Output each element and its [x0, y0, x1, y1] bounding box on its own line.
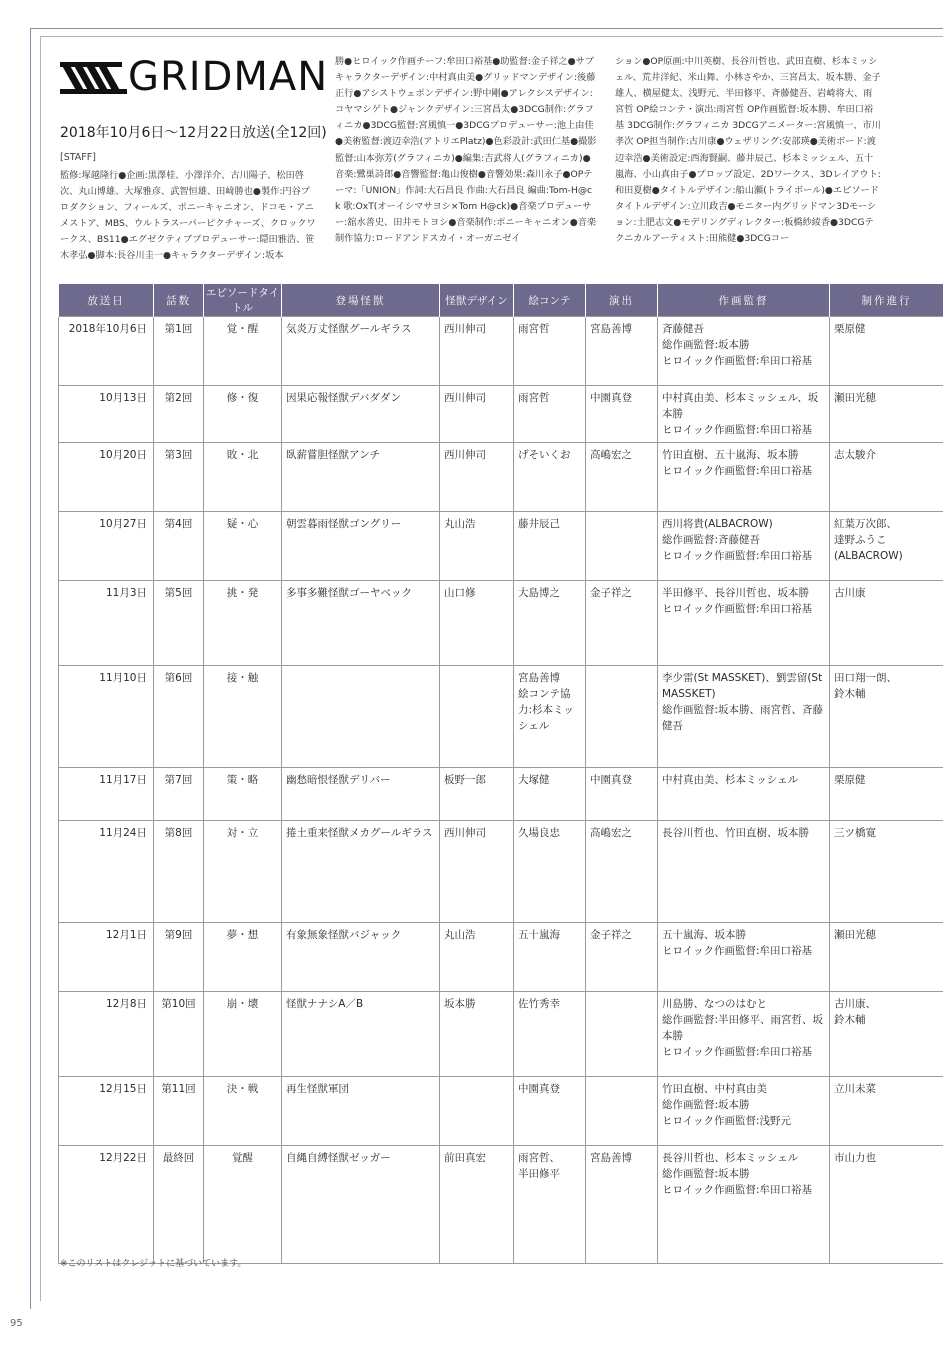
- table-cell-title: 敗・北: [204, 443, 282, 512]
- table-cell-director: 宮島善博: [586, 1146, 658, 1264]
- table-cell-prod: 田口翔一朗、 鈴木輔: [830, 666, 943, 768]
- table-cell-date: 11月17日: [59, 768, 154, 821]
- staff-label: [STAFF]: [60, 152, 96, 163]
- table-cell-title: 策・略: [204, 768, 282, 821]
- table-cell-storyboard: 五十嵐海: [514, 923, 586, 992]
- staff-credits-col3: ション●OP原画:中川英樹、長谷川哲也、武田直樹、杉本ミッシェル、荒井洋紀、米山舞、小林さやか、三宮昌太、坂本勝、金子雄人、横屋健太、浅野元、半田修平、斉藤健吾、岩崎将大、雨宮哲 OP絵コンテ・演出:雨宮哲 OP作画監督:坂本勝、牟田口裕基 3DCG制作:グラフィニカ 3DCGアニメーター:宮風慎一、市川孝次 OP担当制作:古川康●ウェザリング:安部瑛●美術ボード:渡辺幸浩●美術設定:西海賢嗣、藤井辰己、杉本ミッシェル、五十嵐海、小山真由子●プロップ設定、2Dワークス、3Dレイアウト:和田夏樹●タイトルデザイン:船山瀬(トライボール)●エピソードタイトルデザイン:立川政吉●モニター内グリッドマン3Dモーション:土肥志文●モデリングディレクター:板橋紗綾香●3DCGテクニカルアーティスト:田熊健●3DCGコー: [615, 56, 881, 245]
- table-cell-kaiju: 怪獣ナナシA／B: [282, 992, 440, 1077]
- table-cell-title: 決・戦: [204, 1077, 282, 1146]
- table-cell-director: 高嶋宏之: [586, 821, 658, 923]
- table-row: [59, 386, 943, 443]
- table-cell-title: 接・触: [204, 666, 282, 768]
- table-cell-kaiju: 気炎万丈怪獣グールギラス: [282, 317, 440, 386]
- table-cell-design: [440, 666, 514, 768]
- table-cell-prod: 古川康: [830, 581, 943, 666]
- table-cell-director: 金子祥之: [586, 581, 658, 666]
- table-cell-num: 第4回: [154, 512, 204, 581]
- table-cell-date: 11月3日: [59, 581, 154, 666]
- table-cell-storyboard: 佐竹秀幸: [514, 992, 586, 1077]
- table-cell-animdir: 竹田直樹、中村真由美 総作画監督:坂本勝 ヒロイック作画監督:浅野元: [658, 1077, 830, 1146]
- table-cell-kaiju: 自縄自縛怪獣ゼッガー: [282, 1146, 440, 1264]
- table-cell-design: 西川伸司: [440, 443, 514, 512]
- table-row: [59, 821, 943, 923]
- episode-table: [58, 284, 943, 1264]
- table-cell-animdir: 長谷川哲也、杉本ミッシェル 総作画監督:坂本勝 ヒロイック作画監督:牟田口裕基: [658, 1146, 830, 1264]
- table-cell-date: 12月8日: [59, 992, 154, 1077]
- table-cell-animdir: 中村真由美、杉本ミッシェル、坂本勝 ヒロイック作画監督:牟田口裕基: [658, 386, 830, 443]
- table-cell-storyboard: 大塚健: [514, 768, 586, 821]
- table-cell-design: 西川伸司: [440, 386, 514, 443]
- table-cell-kaiju: 因果応報怪獣デバダダン: [282, 386, 440, 443]
- table-cell-title: 修・復: [204, 386, 282, 443]
- header-cell: 登場怪獣: [282, 284, 440, 317]
- table-cell-animdir: 半田修平、長谷川哲也、坂本勝 ヒロイック作画監督:牟田口裕基: [658, 581, 830, 666]
- table-cell-kaiju: 臥薪嘗胆怪獣アンチ: [282, 443, 440, 512]
- table-cell-director: 金子祥之: [586, 923, 658, 992]
- table-cell-director: 中園真登: [586, 768, 658, 821]
- table-cell-storyboard: 中園真登: [514, 1077, 586, 1146]
- table-cell-director: 高嶋宏之: [586, 443, 658, 512]
- header-cell: 話数: [154, 284, 204, 317]
- table-cell-date: 12月22日: [59, 1146, 154, 1264]
- table-cell-design: 西川伸司: [440, 317, 514, 386]
- table-row: [59, 1077, 943, 1146]
- table-cell-director: [586, 1077, 658, 1146]
- table-row: [59, 443, 943, 512]
- table-cell-prod: 立川未菜: [830, 1077, 943, 1146]
- table-cell-title: 疑・心: [204, 512, 282, 581]
- table-cell-date: 10月27日: [59, 512, 154, 581]
- table-cell-prod: 栗原健: [830, 317, 943, 386]
- table-cell-animdir: 西川将貴(ALBACROW) 総作画監督:斉藤健吾 ヒロイック作画監督:牟田口裕基: [658, 512, 830, 581]
- table-cell-design: 坂本勝: [440, 992, 514, 1077]
- table-cell-num: 第7回: [154, 768, 204, 821]
- table-cell-num: 第6回: [154, 666, 204, 768]
- page-number: 95: [10, 1318, 23, 1329]
- table-cell-design: 山口修: [440, 581, 514, 666]
- table-cell-date: 12月1日: [59, 923, 154, 992]
- table-cell-prod: 古川康、 鈴木輔: [830, 992, 943, 1077]
- table-cell-storyboard: 雨宮哲: [514, 317, 586, 386]
- header-cell: 演出: [586, 284, 658, 317]
- table-cell-date: 12月15日: [59, 1077, 154, 1146]
- table-cell-design: [440, 1077, 514, 1146]
- table-cell-storyboard: 大島博之: [514, 581, 586, 666]
- table-cell-num: 第10回: [154, 992, 204, 1077]
- table-cell-storyboard: 宮島善博 絵コンテ協力:杉本ミッシェル: [514, 666, 586, 768]
- footnote: ※このリストはクレジットに基づいています。: [60, 1259, 247, 1269]
- header-cell: 絵コンテ: [514, 284, 586, 317]
- table-cell-director: [586, 666, 658, 768]
- staff-credits-col1: 監修:塚越隆行●企画:黒澤桂、小澤洋介、古川陽子、松田啓次、丸山博雄、大塚雅彦、武智恒雄、田﨑勝也●製作:円谷プロダクション、フィールズ、ポニーキャニオン、ドコモ・アニメストア、MBS、ウルトラスーパーピクチャーズ、クロックワークス、BS11●エグゼクティブプロデューサー:隠田雅浩、笹木孝弘●脚本:長谷川圭一●キャラクターデザイン:坂本: [60, 170, 316, 262]
- table-cell-title: 挑・発: [204, 581, 282, 666]
- table-cell-director: 宮島善博: [586, 317, 658, 386]
- table-cell-num: 最終回: [154, 1146, 204, 1264]
- table-cell-design: 前田真宏: [440, 1146, 514, 1264]
- table-cell-num: 第9回: [154, 923, 204, 992]
- table-cell-prod: 志太駿介: [830, 443, 943, 512]
- table-cell-kaiju: 多事多難怪獣ゴーヤベック: [282, 581, 440, 666]
- table-cell-kaiju: 朝雲暮雨怪獣ゴングリー: [282, 512, 440, 581]
- table-cell-storyboard: 久場良忠: [514, 821, 586, 923]
- table-cell-prod: 栗原健: [830, 768, 943, 821]
- staff-credits-col2: 勝●ヒロイック作画チーフ:牟田口裕基●助監督:金子祥之●サブキャラクターデザイン:中村真由美●グリッドマンデザイン:後藤正行●アシストウェポンデザイン:野中剛●アレクシスデザイン:コヤマシゲト●ジャンクデザイン:三宮昌太●3DCG制作:グラフィニカ●3DCG監督:宮風慎一●3DCGプロデューサー:池上由佳●美術監督:渡辺幸浩(アトリエPlatz)●色彩設計:武田仁基●撮影監督:山本弥芳(グラフィニカ)●編集:吉武将人(グラフィニカ)●音楽:鷺巣詩郎●音響監督:亀山俊樹●音響効果:森川永子●OPテーマ:「UNION」作詞:大石昌良 作曲:大石昌良 編曲:Tom-H@ck 歌:OxT(オーイシマサヨシ×Tom H@ck)●音楽プロデューサー:舘水善史、田井モトヨシ●音楽制作:ポニーキャニオン●音楽制作協力:ロードアンドスカイ・オーガニゼイ: [335, 56, 597, 245]
- table-cell-date: 2018年10月6日: [59, 317, 154, 386]
- table-cell-kaiju: 再生怪獣軍団: [282, 1077, 440, 1146]
- table-cell-animdir: 川島勝、なつのはむと 総作画監督:半田修平、雨宮哲、坂本勝 ヒロイック作画監督:牟田口裕基: [658, 992, 830, 1077]
- table-cell-num: 第5回: [154, 581, 204, 666]
- table-cell-animdir: 李少雷(St MASSKET)、劉雲留(St MASSKET) 総作画監督:坂本勝、雨宮哲、斉藤健吾: [658, 666, 830, 768]
- table-cell-prod: 三ツ橋寛: [830, 821, 943, 923]
- table-row: [59, 666, 943, 768]
- table-cell-title: 覚・醒: [204, 317, 282, 386]
- table-cell-storyboard: 雨宮哲: [514, 386, 586, 443]
- table-cell-date: 10月20日: [59, 443, 154, 512]
- table-cell-prod: 市山力也: [830, 1146, 943, 1264]
- table-cell-title: 対・立: [204, 821, 282, 923]
- table-row: [59, 1146, 943, 1264]
- table-cell-num: 第3回: [154, 443, 204, 512]
- table-cell-animdir: 斉藤健吾 総作画監督:坂本勝 ヒロイック作画監督:牟田口裕基: [658, 317, 830, 386]
- table-row: [59, 581, 943, 666]
- table-cell-director: 中園真登: [586, 386, 658, 443]
- table-cell-num: 第1回: [154, 317, 204, 386]
- table-cell-animdir: 竹田直樹、五十嵐海、坂本勝 ヒロイック作画監督:牟田口裕基: [658, 443, 830, 512]
- table-cell-prod: 瀬田光穂: [830, 923, 943, 992]
- table-cell-director: [586, 512, 658, 581]
- table-cell-prod: 瀬田光穂: [830, 386, 943, 443]
- table-row: [59, 923, 943, 992]
- table-cell-date: 10月13日: [59, 386, 154, 443]
- table-cell-design: 丸山浩: [440, 512, 514, 581]
- table-header-row: [59, 284, 943, 317]
- table-cell-num: 第2回: [154, 386, 204, 443]
- header-cell: 作画監督: [658, 284, 830, 317]
- table-cell-animdir: 長谷川哲也、竹田直樹、坂本勝: [658, 821, 830, 923]
- table-row: [59, 768, 943, 821]
- table-row: [59, 512, 943, 581]
- table-cell-director: [586, 992, 658, 1077]
- header-cell: 制作進行: [830, 284, 943, 317]
- table-cell-title: 覚醒: [204, 1146, 282, 1264]
- table-cell-date: 11月24日: [59, 821, 154, 923]
- table-cell-design: 西川伸司: [440, 821, 514, 923]
- logo-text: GRIDMAN: [128, 54, 329, 100]
- table-cell-design: 丸山浩: [440, 923, 514, 992]
- table-cell-animdir: 五十嵐海、坂本勝 ヒロイック作画監督:牟田口裕基: [658, 923, 830, 992]
- header-cell: エピソードタイトル: [204, 284, 282, 317]
- table-cell-animdir: 中村真由美、杉本ミッシェル: [658, 768, 830, 821]
- table-row: [59, 992, 943, 1077]
- table-cell-kaiju: [282, 666, 440, 768]
- table-cell-storyboard: 雨宮哲、 半田修平: [514, 1146, 586, 1264]
- table-cell-kaiju: 幽愁暗恨怪獣デリバー: [282, 768, 440, 821]
- table-cell-title: 崩・壊: [204, 992, 282, 1077]
- air-date: 2018年10月6日〜12月22日放送(全12回): [60, 125, 327, 141]
- table-cell-kaiju: 捲土重来怪獣メカグールギラス: [282, 821, 440, 923]
- table-cell-date: 11月10日: [59, 666, 154, 768]
- table-cell-design: 板野一郎: [440, 768, 514, 821]
- header-cell: 放送日: [59, 284, 154, 317]
- table-cell-prod: 紅葉万次郎、 達野ふうこ(ALBACROW): [830, 512, 943, 581]
- table-cell-num: 第11回: [154, 1077, 204, 1146]
- table-cell-storyboard: げそいくお: [514, 443, 586, 512]
- table-cell-title: 夢・想: [204, 923, 282, 992]
- table-cell-storyboard: 藤井辰己: [514, 512, 586, 581]
- table-row: [59, 317, 943, 386]
- table-cell-num: 第8回: [154, 821, 204, 923]
- table-cell-kaiju: 有象無象怪獣バジャック: [282, 923, 440, 992]
- header-cell: 怪獣デザイン: [440, 284, 514, 317]
